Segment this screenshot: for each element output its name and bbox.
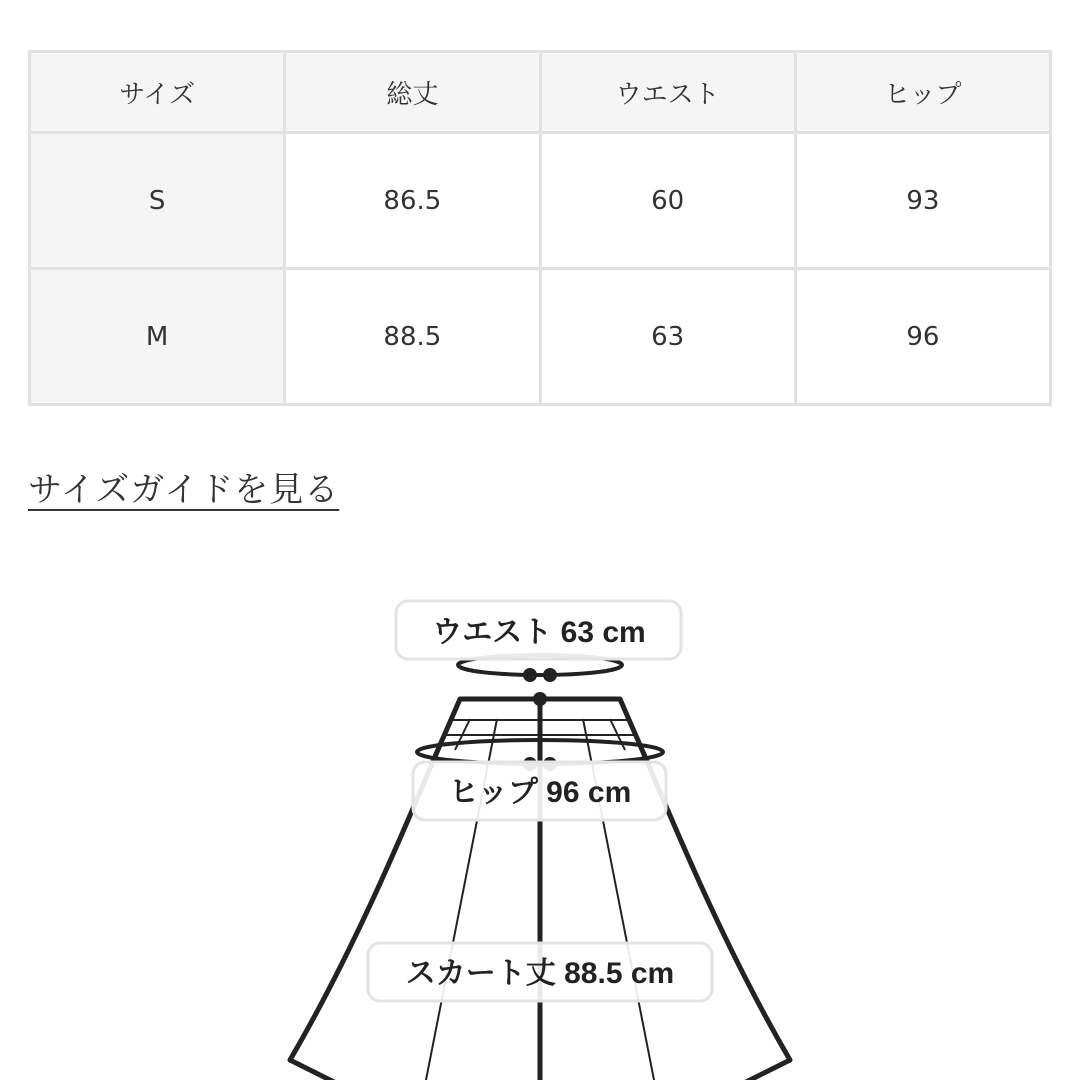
skirt-measurement-diagram [0,560,1080,1080]
skirt-diagram-svg [0,560,1080,1080]
waist-cell: 63 [540,269,795,405]
length-label: スカート丈 88.5 cm [405,957,675,990]
table-row [30,133,1051,269]
size-cell: S [30,133,285,269]
waist-dot-right [543,668,557,682]
size-table [28,50,1052,406]
waist-dot-left [523,668,537,682]
table-row [30,269,1051,405]
size-guide-link[interactable]: サイズガイドを見る [28,470,340,510]
waist-label: ウエスト 63 cm [432,616,646,649]
header-waist: ウエスト [540,52,795,133]
hip-cell: 93 [795,133,1050,269]
header-hip: ヒップ [795,52,1050,133]
header-total-length: 総丈 [285,52,540,133]
total-length-cell: 86.5 [285,133,540,269]
table-header-row [30,52,1051,133]
length-top-dot [533,692,547,706]
waist-cell: 60 [540,133,795,269]
size-cell: M [30,269,285,405]
header-size: サイズ [30,52,285,133]
hip-cell: 96 [795,269,1050,405]
total-length-cell: 88.5 [285,269,540,405]
hip-label: ヒップ 96 cm [448,776,632,809]
